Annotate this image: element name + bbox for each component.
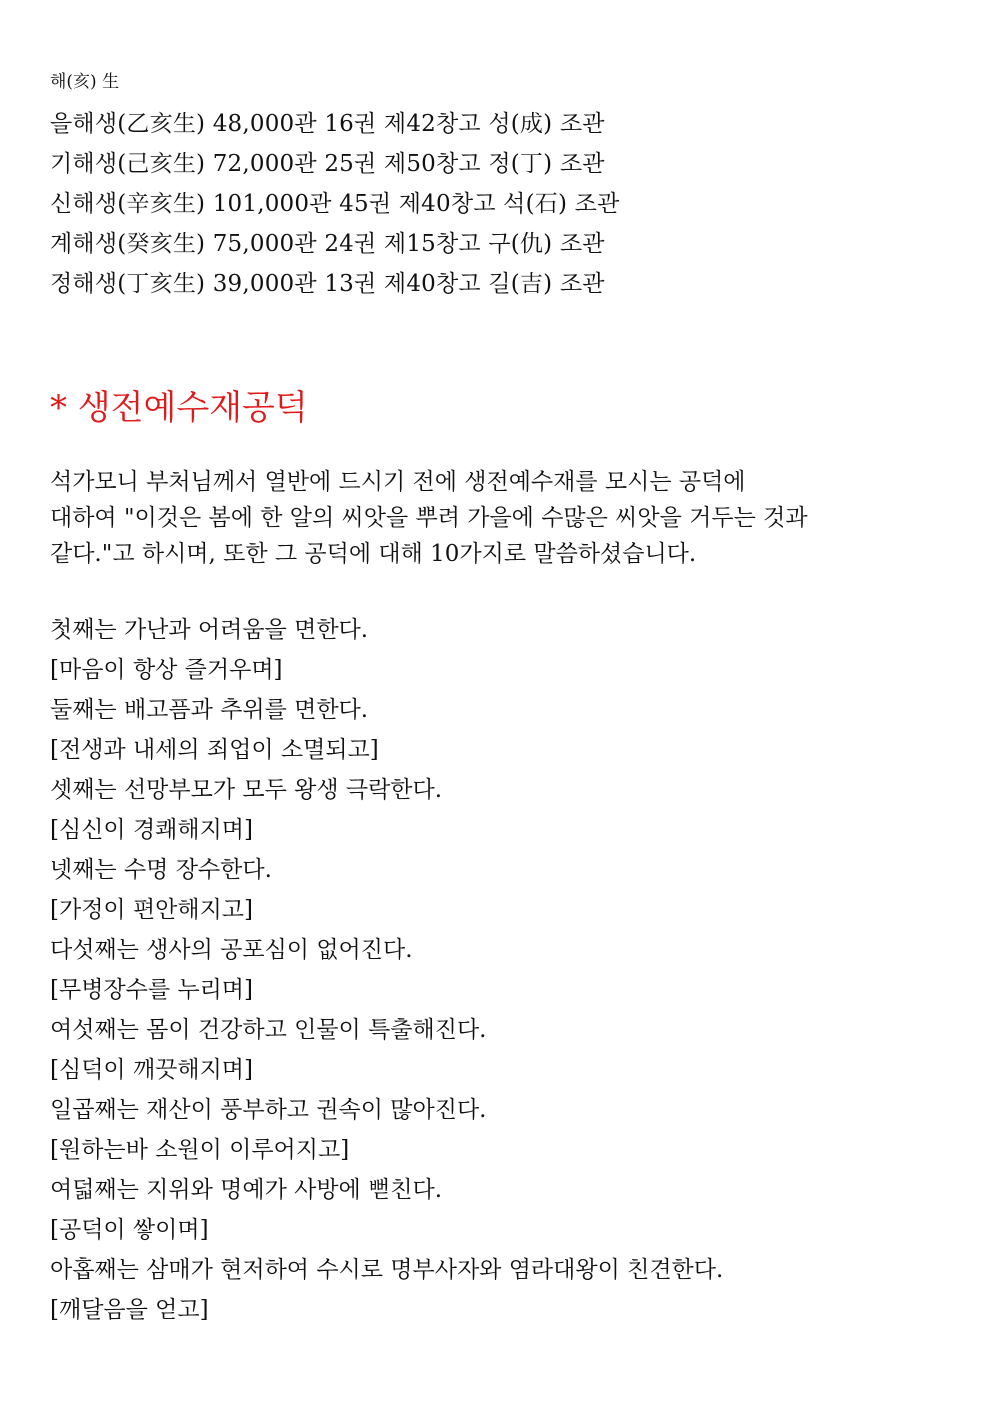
section-title: * 생전예수재공덕 [50, 388, 308, 428]
merit-note: [원하는바 소원이 이루어지고] [50, 1137, 350, 1163]
merit-note: [깨달음을 얻고] [50, 1297, 209, 1323]
merit-note: [심덕이 깨끗해지며] [50, 1057, 254, 1083]
merit-line: 다섯째는 생사의 공포심이 없어진다. [50, 937, 413, 963]
merit-note: [가정이 편안해지고] [50, 897, 254, 923]
merit-line: 여덟째는 지위와 명예가 사방에 뻗친다. [50, 1177, 443, 1203]
merit-line: 여섯째는 몸이 건강하고 인물이 특출해진다. [50, 1017, 487, 1043]
merit-line: 아홉째는 삼매가 현저하여 수시로 명부사자와 염라대왕이 친견한다. [50, 1257, 724, 1283]
intro-line: 같다."고 하시며, 또한 그 공덕에 대해 10가지로 말씀하셨습니다. [50, 541, 697, 567]
intro-line: 대하여 "이것은 봄에 한 알의 씨앗을 뿌려 가을에 수많은 씨앗을 거두는 것과 [50, 505, 808, 531]
ledger-row: 신해생(辛亥生) 101,000관 45권 제40창고 석(石) 조관 [50, 191, 620, 217]
merit-line: 첫째는 가난과 어려움을 면한다. [50, 617, 369, 643]
ledger-row: 정해생(丁亥生) 39,000관 13권 제40창고 길(吉) 조관 [50, 271, 605, 297]
merit-line: 둘째는 배고픔과 추위를 면한다. [50, 697, 369, 723]
merit-note: [공덕이 쌓이며] [50, 1217, 209, 1243]
merit-note: [심신이 경쾌해지며] [50, 817, 254, 843]
ledger-row: 계해생(癸亥生) 75,000관 24권 제15창고 구(仇) 조관 [50, 231, 605, 257]
merit-line: 일곱째는 재산이 풍부하고 권속이 많아진다. [50, 1097, 487, 1123]
zodiac-heading: 해(亥) 生 [50, 72, 120, 92]
merit-note: [전생과 내세의 죄업이 소멸되고] [50, 737, 379, 763]
ledger-list [50, 104, 620, 304]
ledger-row: 기해생(己亥生) 72,000관 25권 제50창고 정(丁) 조관 [50, 151, 605, 177]
merit-note: [마음이 항상 즐거우며] [50, 657, 283, 683]
merit-line: 넷째는 수명 장수한다. [50, 857, 272, 883]
intro-paragraph [50, 464, 945, 572]
merit-line: 셋째는 선망부모가 모두 왕생 극락한다. [50, 777, 443, 803]
ledger-row: 을해생(乙亥生) 48,000관 16권 제42창고 성(成) 조관 [50, 111, 605, 137]
merit-note: [무병장수를 누리며] [50, 977, 254, 1003]
intro-line: 석가모니 부처님께서 열반에 드시기 전에 생전예수재를 모시는 공덕에 [50, 469, 746, 495]
merit-list [50, 610, 723, 1330]
